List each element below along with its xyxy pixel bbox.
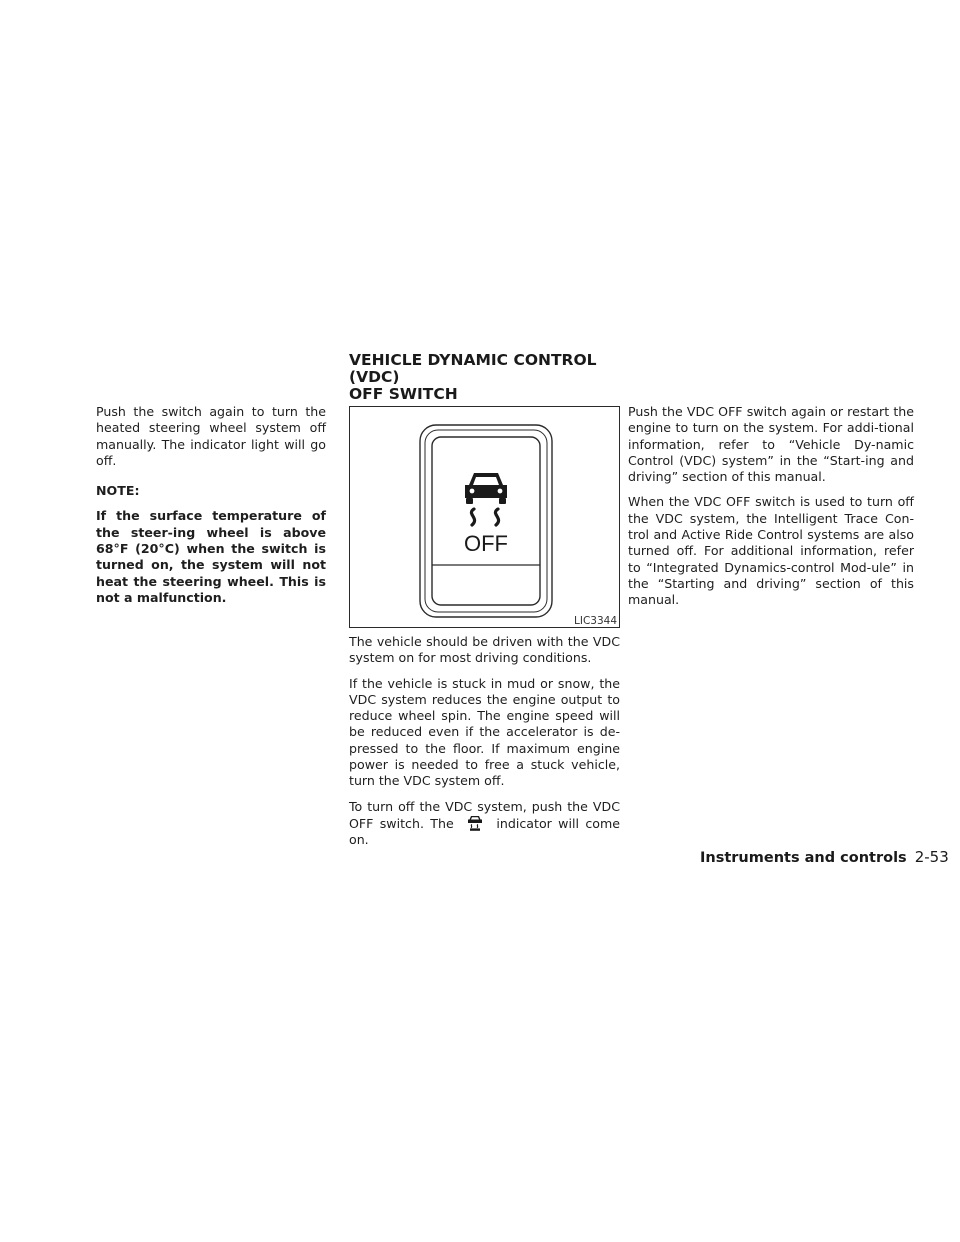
note-label: NOTE: [96,483,140,499]
page-footer [700,848,949,866]
restart-para: Push the VDC OFF switch again or restart the engine to turn on the system. For addi-tional information, refer to “Vehicle Dy-namic Control (VDC) system” in the “Start-ing and driving” section of this manual. [628,404,914,485]
right-column [628,404,914,618]
heading-line-1: VEHICLE DYNAMIC CONTROL (VDC) [349,351,597,386]
left-column [96,404,326,615]
vdc-para-3-end: indicator will come on. [349,815,620,848]
switch-off-label: OFF [464,531,508,556]
itc-para: When the VDC OFF switch is used to turn off the VDC system, the Intelligent Trace Con-trol and Active Ride Control systems are also turned off. For additional information, refer to “Integrated Dynamics-control Mod-ule” in the “Starting and driving” section of this manual. [628,494,914,608]
page-number: 2-53 [914,848,949,866]
middle-column [349,634,620,858]
heated-wheel-intro: Push the switch again to turn the heated steering wheel system off manually. The indicator light will go off. [96,404,326,468]
vdc-para-1: The vehicle should be driven with the VDC system on for most driving conditions. [349,634,620,666]
vdc-para-3-start: To turn off the VDC system, push the VDC OFF switch. The [349,798,620,831]
vdc-off-indicator-icon [460,815,490,831]
note-text: If the surface temperature of the steer-ing wheel is above 68°F (20°C) when the switch is turned on, the system will not heat the steering wheel. This is not a malfunction. [96,508,326,605]
vdc-off-switch-icon [350,407,621,629]
heading-line-2: OFF SWITCH [349,385,458,403]
vdc-para-2: If the vehicle is stuck in mud or snow, the VDC system reduces the engine output to reduce wheel spin. The engine speed will be reduced even if the accelerator is de-pressed to the floor. If maximum engine power is needed to free a stuck vehicle, turn the VDC system off. [349,675,620,789]
vdc-para-3 [349,799,620,849]
vdc-switch-figure [349,406,620,628]
footer-section-title: Instruments and controls [700,850,907,866]
figure-code: LIC3344 [574,615,617,627]
section-heading [349,352,649,403]
